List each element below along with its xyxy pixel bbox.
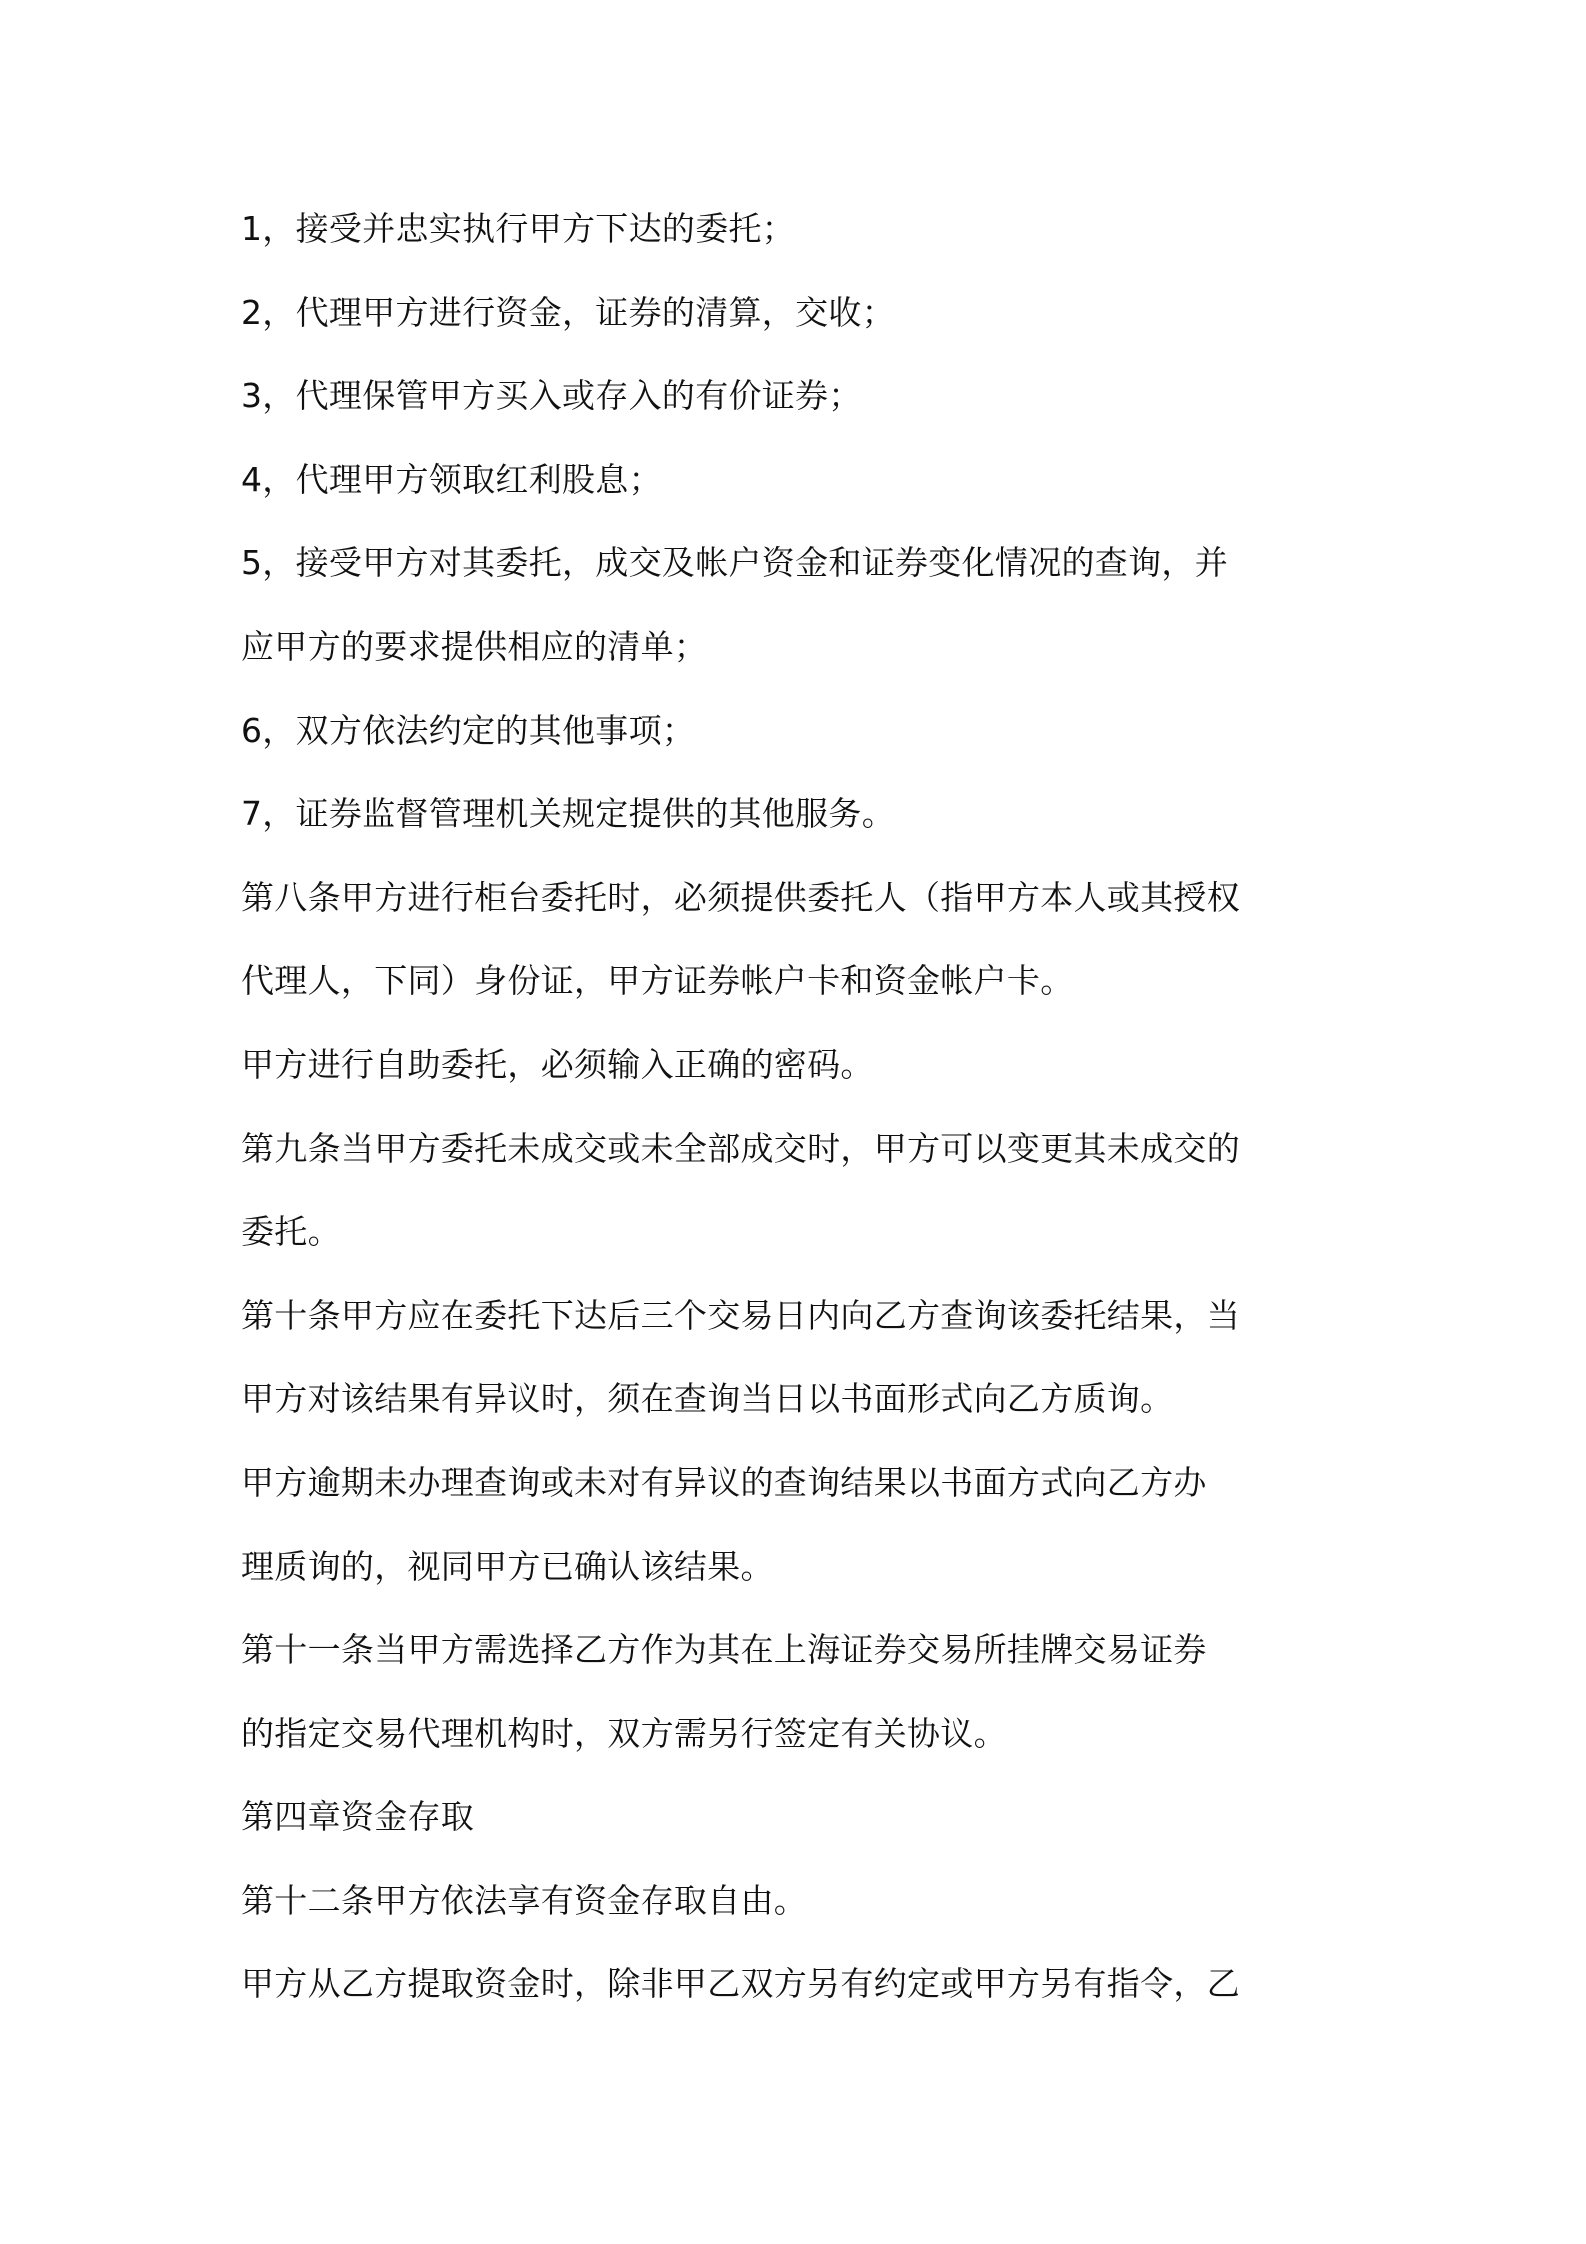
text-line: 第十一条当甲方需选择乙方作为其在上海证券交易所挂牌交易证券 — [241, 1630, 1207, 1670]
text-line: 3，代理保管甲方买入或存入的有价证券； — [241, 376, 862, 416]
text-line: 委托。 — [241, 1212, 341, 1252]
text-line: 2，代理甲方进行资金，证券的清算，交收； — [241, 292, 895, 332]
text-line: 第九条当甲方委托未成交或未全部成交时，甲方可以变更其未成交的 — [241, 1128, 1240, 1168]
text-line: 4，代理甲方领取红利股息； — [241, 459, 662, 499]
text-line: 甲方从乙方提取资金时，除非甲乙双方另有约定或甲方另有指令，乙 — [241, 1964, 1240, 2004]
text-line: 7，证券监督管理机关规定提供的其他服务。 — [241, 794, 895, 834]
text-line: 理质询的，视同甲方已确认该结果。 — [241, 1546, 774, 1586]
text-line: 第十二条甲方依法享有资金存取自由。 — [241, 1880, 808, 1920]
text-line: 甲方逾期未办理查询或未对有异议的查询结果以书面方式向乙方办 — [241, 1462, 1207, 1502]
chapter-heading: 第四章资金存取 — [241, 1797, 475, 1837]
text-line: 第八条甲方进行柜台委托时，必须提供委托人（指甲方本人或其授权 — [241, 877, 1240, 917]
text-line: 应甲方的要求提供相应的清单； — [241, 626, 708, 666]
text-line: 第十条甲方应在委托下达后三个交易日内向乙方查询该委托结果，当 — [241, 1295, 1240, 1335]
text-line: 代理人，下同）身份证，甲方证券帐户卡和资金帐户卡。 — [241, 961, 1074, 1001]
text-line: 的指定交易代理机构时，双方需另行签定有关协议。 — [241, 1713, 1007, 1753]
text-line: 甲方对该结果有异议时，须在查询当日以书面形式向乙方质询。 — [241, 1379, 1174, 1419]
document-body — [241, 200, 1361, 2039]
text-line: 5，接受甲方对其委托，成交及帐户资金和证券变化情况的查询，并 — [241, 543, 1228, 583]
text-line: 6，双方依法约定的其他事项； — [241, 710, 696, 750]
text-line: 1，接受并忠实执行甲方下达的委托； — [241, 209, 796, 248]
text-line: 甲方进行自助委托，必须输入正确的密码。 — [241, 1044, 874, 1084]
